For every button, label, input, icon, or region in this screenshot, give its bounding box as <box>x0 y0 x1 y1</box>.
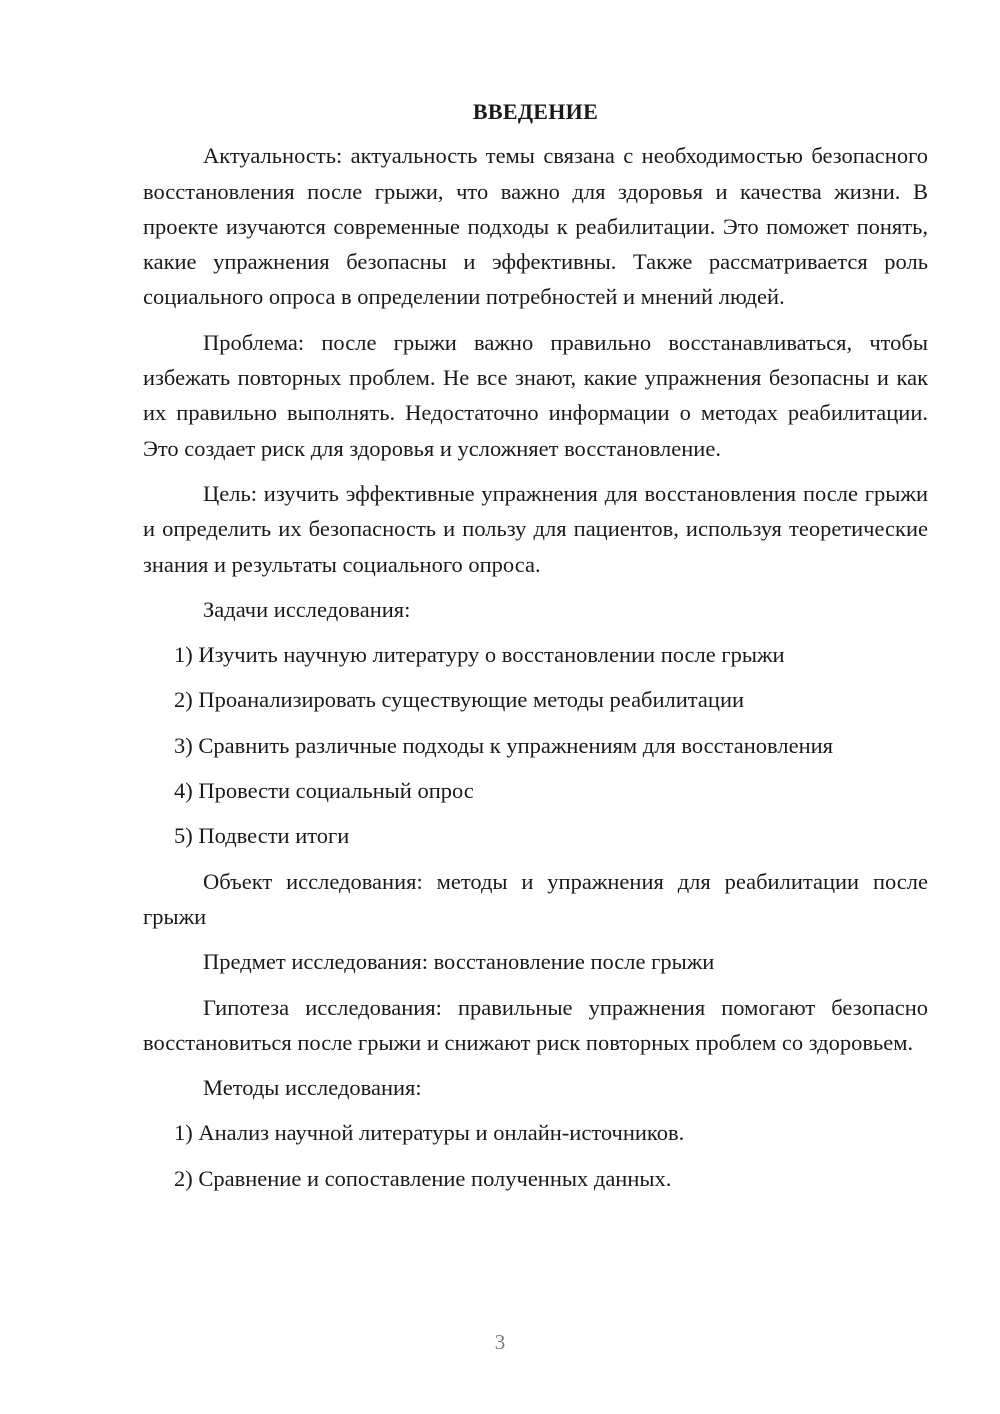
list-item: 5) Подвести итоги <box>174 823 350 849</box>
section-title: ВВЕДЕНИЕ <box>472 99 599 124</box>
list-item: 3) Сравнить различные подходы к упражнениям для восстановления <box>174 732 834 758</box>
document-page <box>143 90 928 1206</box>
list-item: 2) Сравнение и сопоставление полученных данных. <box>174 1165 672 1191</box>
methods-heading: Методы исследования: <box>203 1075 422 1101</box>
paragraph-relevance: Актуальность: актуальность темы связана с необходимостью безопасного восстановления после грыжи, что важно для здоровья и качества жизни. В проекте изучаются современные подходы к реабилитации. Это поможет понять, какие упражнения безопасны и эффективны. Также рассматривается роль социального опроса в определении потребностей и мнений людей. <box>143 143 928 310</box>
paragraph-subject: Предмет исследования: восстановление после грыжи <box>203 949 715 975</box>
paragraph-goal: Цель: изучить эффективные упражнения для восстановления после грыжи и определить их безопасность и пользу для пациентов, используя теоретические знания и результаты социального опроса. <box>143 480 928 577</box>
paragraph-problem: Проблема: после грыжи важно правильно восстанавливаться, чтобы избежать повторных проблем. Не все знают, какие упражнения безопасны и как их правильно выполнять. Недостаточно информации о методах реабилитации. Это создает риск для здоровья и усложняет восстановление. <box>143 329 928 461</box>
tasks-list <box>143 637 928 853</box>
tasks-heading: Задачи исследования: <box>203 596 411 622</box>
list-item: 2) Проанализировать существующие методы реабилитации <box>174 687 745 713</box>
page-number: 3 <box>494 1330 506 1354</box>
paragraph-object: Объект исследования: методы и упражнения для реабилитации после грыжи <box>143 868 928 929</box>
methods-list <box>143 1115 928 1196</box>
paragraph-hypothesis: Гипотеза исследования: правильные упражнения помогают безопасно восстановиться после грыжи и снижают риск повторных проблем со здоровьем. <box>143 994 928 1055</box>
list-item: 4) Провести социальный опрос <box>174 778 474 804</box>
list-item: 1) Изучить научную литературу о восстановлении после грыжи <box>174 642 785 668</box>
list-item: 1) Анализ научной литературы и онлайн-источников. <box>174 1120 685 1146</box>
